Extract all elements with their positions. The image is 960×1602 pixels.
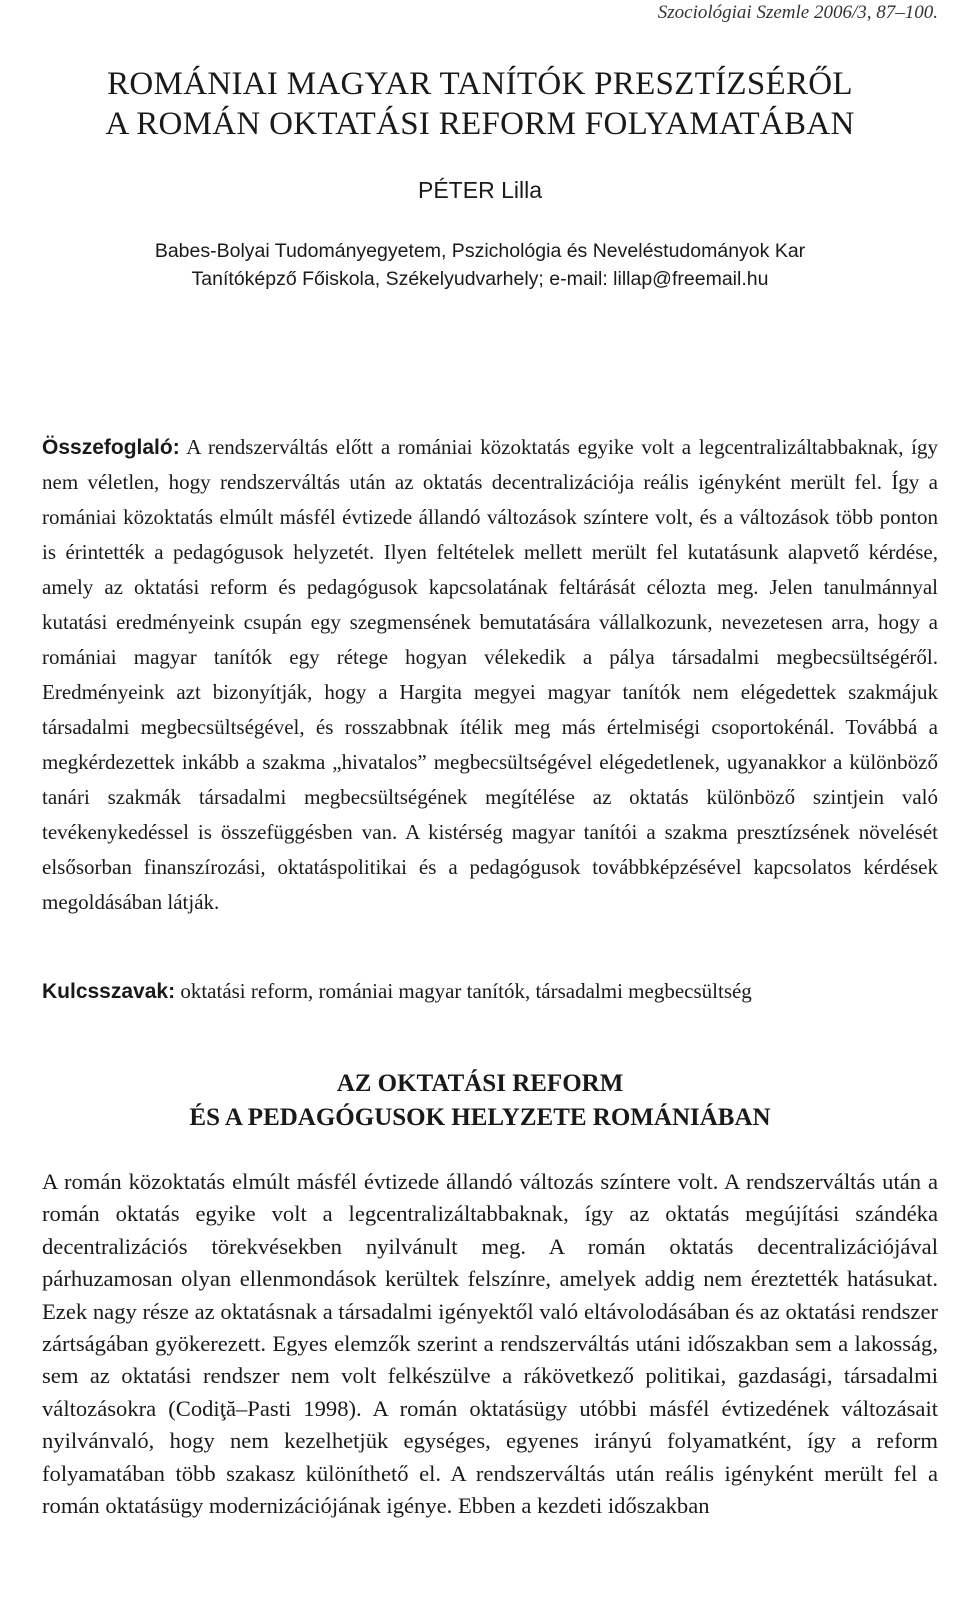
affiliation-line-1: Babes-Bolyai Tudományegyetem, Pszichológia és Neveléstudományok Kar: [154, 240, 806, 262]
author-name: PÉTER Lilla: [418, 177, 542, 203]
abstract: [42, 430, 938, 920]
keywords-label: Kulcsszavak:: [42, 980, 176, 1003]
section-heading-line-2: ÉS A PEDAGÓGUSOK HELYZETE ROMÁNIÁBAN: [189, 1104, 771, 1131]
section-heading: [0, 1067, 960, 1135]
section-heading-line-1: AZ OKTATÁSI REFORM: [336, 1070, 624, 1097]
affiliation-line-2: Tanítóképző Főiskola, Székelyudvarhely; e-mail: lillap@freemail.hu: [191, 268, 769, 290]
author-affiliation: [0, 237, 960, 293]
running-head: Szociológiai Szemle 2006/3, 87–100.: [657, 2, 938, 23]
abstract-text: A rendszerváltás előtt a romániai közoktatás egyike volt a legcentralizáltabbaknak, így nem véletlen, hogy rendszerváltás után az oktatás decentralizációja reális igényként merült fel. Így a romániai közoktatás elmúlt másfél évtizede állandó változások színtere volt, és a változások több ponton is érintették a pedagógusok helyzetét. Ilyen feltételek mellett merült fel kutatásunk alapvető kérdése, amely az oktatási reform és pedagógusok kapcsolatának feltárását célozta meg. Jelen tanulmánnyal kutatási eredményeink csupán egy szegmensének bemutatására vállalkozunk, nevezetesen arra, hogy a romániai magyar tanítók egy rétege hogyan vélekedik a pálya társadalmi megbecsültségéről. Eredményeink azt bizonyítják, hogy a Hargita megyei magyar tanítók nem elégedettek szakmájuk társadalmi megbecsültségével, és rosszabbnak ítélik meg más értelmiségi csoportokénál. Továbbá a megkérdezettek inkább a szakma „hivatalos” megbecsültségével elégedetlenek, ugyanakkor a különböző tanári szakmák társadalmi megbecsültségének megítélése az oktatás különböző szintjein való tevékenykedéssel is összefüggésben van. A kistérség magyar tanítói a szakma presztízsének növelését elsősorban finanszírozási, oktatáspolitikai és a pedagógusok továbbképzésével kapcsolatos kérdések megoldásában látják.: [42, 435, 939, 914]
keywords-text: oktatási reform, romániai magyar tanítók, társadalmi megbecsültség: [180, 979, 752, 1003]
article-title-line-1: ROMÁNIAI MAGYAR TANÍTÓK PRESZTÍZSÉRŐL: [107, 66, 853, 102]
article-title: [40, 64, 920, 144]
body-paragraph: A román közoktatás elmúlt másfél évtizede állandó változás színtere volt. A rendszerváltás után a román oktatás egyike volt a legcentralizáltabbaknak, így az oktatás megújítási szándéka decentralizációs törekvésekben nyilvánult meg. A román oktatás decentralizációjával párhuzamosan olyan ellenmondások kerültek felszínre, amelyek addig nem éreztették hatásukat. Ezek nagy része az oktatásnak a társadalmi igényektől való eltávolodásában és az oktatási rendszer zártságában gyökerezett. Egyes elemzők szerint a rendszerváltás utáni időszakban sem a lakosság, sem az oktatási rendszer nem volt felkészülve a rákövetkező politikai, gazdasági, társadalmi változásokra (Codiţă–Pasti 1998). A román oktatásügy utóbbi másfél évtizedének változásait nyilvánvaló, hogy nem kezelhetjük egységes, egyenes irányú folyamatként, így a reform folyamatában több szakasz különíthető el. A rendszerváltás után reális igényként merült fel a román oktatásügy modernizációjának igénye. Ebben a kezdeti időszakban: [42, 1169, 938, 1519]
article-title-line-2: A ROMÁN OKTATÁSI REFORM FOLYAMATÁBAN: [105, 106, 855, 142]
keywords: [42, 974, 938, 1009]
abstract-label: Összefoglaló:: [42, 436, 180, 459]
